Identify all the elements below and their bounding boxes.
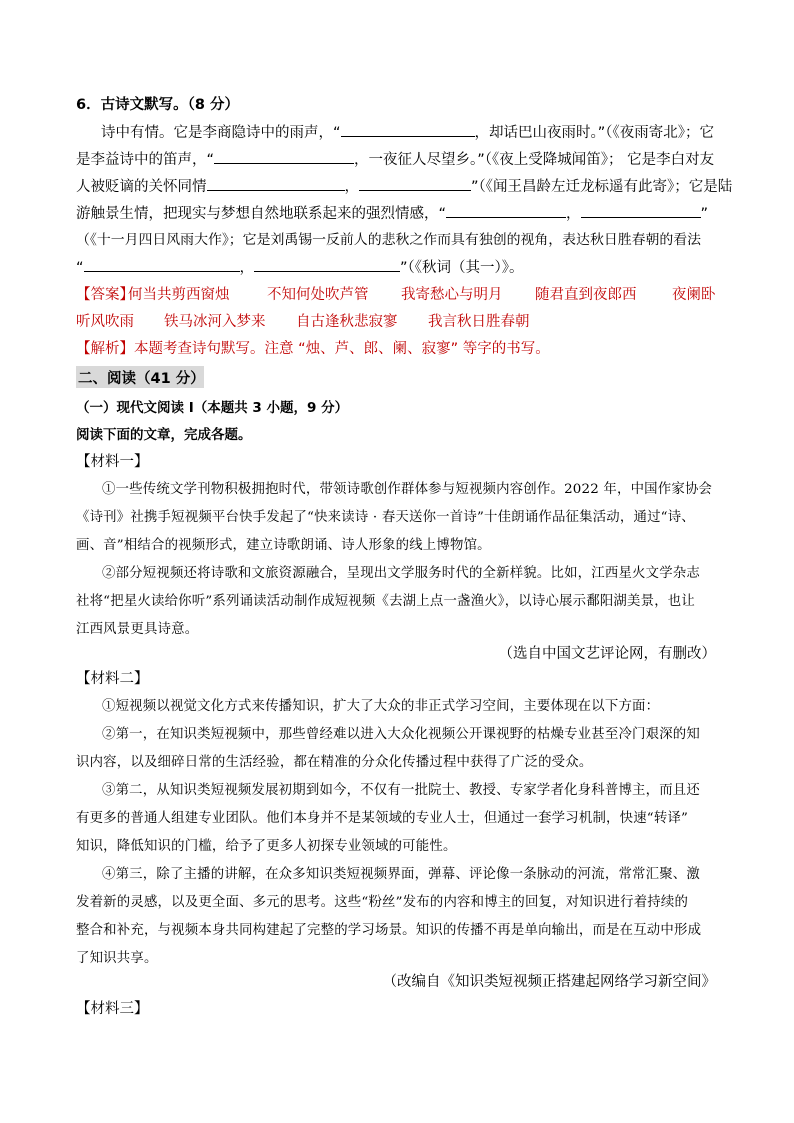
analysis-text: 本题考查诗句默写。注意 “烛、芦、郎、阑、寂寥” 等字的书写。 [134,341,550,357]
blank-4 [359,176,471,191]
answer-item: 听风吹雨 [76,314,134,330]
answer-item: 自古逢秋悲寂寥 [296,314,398,330]
q6-text: ，一夜征人尽望乡。”（《夜上受降城闻笛》； 它是李白对友 [354,152,715,168]
blank-8 [254,257,400,272]
answer-item: 铁马冰河入梦来 [164,314,266,330]
q6-text: ” [700,206,709,222]
material-1-label: 【材料一】 [76,454,149,470]
material-1-line: ①一些传统文学刊物积极拥抱时代，带领诗歌创作群体参与短视频内容创作。2022 年，中国作家协会 [102,482,713,497]
reading-instruction: 阅读下面的文章，完成各题。 [76,427,252,443]
blank-1 [341,122,475,137]
blank-3 [207,176,345,191]
q6-text: ， [566,206,581,222]
answer-row-1 [76,285,716,305]
material-1-line: ②部分短视频还将诗歌和文旅资源融合，呈现出文学服务时代的全新样貌。比如，江西星火文学杂志 [102,566,700,581]
question-6-title: 6．古诗文默写。（8 分） [76,97,239,113]
q6-text: ”（《闻王昌龄左迁龙标遥有此寄》；它是陆 [471,179,733,195]
answer-item: 随君直到夜郎西 [535,287,637,303]
analysis-label: 【解析】 [76,341,134,357]
answer-item: 何当共剪西窗烛 [128,287,230,303]
material-1-line: 社将“把星火读给你听”系列诵读活动制作成短视频《去湖上点一盏渔火》，以诗心展示鄱阳湖美景，也让 [76,594,695,609]
q6-text: 人被贬谪的关怀同情 [76,179,207,195]
q6-line-5: （《十一月四日风雨大作》；它是刘禹锡一反前人的悲秋之作而具有独创的视角，表达秋日胜春朝的看法 [76,232,702,248]
q6-line-3 [76,176,732,197]
blank-6 [581,203,701,218]
material-2-line: 知识，降低知识的门槛，给予了更多人初探专业领域的可能性。 [76,839,457,854]
material-2-line: 整合和补充，与视频本身共同构建起了完整的学习场景。知识的传播不再是单向输出，而是在互动中形成 [76,923,702,938]
blank-7 [84,257,240,272]
answer-row-2 [76,312,716,332]
q6-line-1 [101,122,714,143]
q6-line-4 [76,203,708,224]
answer-label: 【答案】 [76,287,134,303]
material-2-line: ③第二，从知识类短视频发展初期到如今，不仅有一批院士、教授、专家学者化身科普博主，而且还 [102,783,700,798]
q6-text: 游触景生情，把现实与梦想自然地联系起来的强烈情感，“ [76,206,447,222]
material-2-source: （改编自《知识类短视频正搭建起网络学习新空间》 [382,974,716,990]
section-heading-bar [76,366,204,388]
q6-text: ， [344,179,359,195]
q6-text: 是李益诗中的笛声，“ [76,152,215,168]
material-1-line: 《诗刊》社携手短视频平台快手发起了“快来读诗 · 春天送你一首诗”十佳朗诵作品征集活动，通过“诗、 [76,510,695,525]
material-3-label: 【材料三】 [76,1001,149,1017]
q6-text: 诗中有情。它是李商隐诗中的雨声，“ [101,125,341,141]
material-2-line: 了知识共享。 [76,951,158,966]
subsection-title: （一）现代文阅读 I（本题共 3 小题，9 分） [76,400,349,416]
q6-text: ”（《秋词（其一）》。 [400,260,524,276]
material-2-line: ④第三，除了主播的讲解，在众多知识类短视频界面，弹幕、评论像一条脉动的河流，常常汇聚、激 [102,867,700,882]
answer-item: 我寄愁心与明月 [401,287,503,303]
answer-item: 不知何处吹芦管 [267,287,369,303]
q6-line-6 [76,257,524,278]
answer-item: 我言秋日胜春朝 [428,314,530,330]
material-2-line: ②第一，在知识类短视频中，那些曾经难以进入大众化视频公开课视野的枯燥专业甚至冷门艰深的知 [102,727,700,742]
material-2-line: ①短视频以视觉文化方式来传播知识，扩大了大众的非正式学习空间，主要体现在以下方面： [102,699,660,714]
q6-text: ，却话巴山夜雨时。”（《夜雨寄北》；它 [474,125,715,141]
material-2-label: 【材料二】 [76,671,149,687]
q6-text: “ [76,260,84,276]
material-1-line: 画、音”相结合的视频形式，建立诗歌朗诵、诗人形象的线上博物馆。 [76,538,491,553]
analysis [76,339,550,359]
section-heading: 二、阅读（41 分） [78,371,205,387]
material-1-source: （选自中国文艺评论网，有删改） [498,646,716,662]
material-2-line: 识内容，以及细碎日常的生活经验，都在精准的分众化传播过程中获得了广泛的受众。 [76,755,593,770]
q6-line-2 [76,149,714,170]
blank-2 [214,149,354,164]
material-2-line: 发着新的灵感，以及更全面、多元的思考。这些“粉丝”发布的内容和博主的回复，对知识进行着持续的 [76,895,689,910]
answer-item: 夜阑卧 [672,287,716,303]
q6-text: ， [239,260,255,276]
material-1-line: 江西风景更具诗意。 [76,622,199,637]
blank-5 [446,203,566,218]
material-2-line: 有更多的普通人组建专业团队。他们本身并不是某领域的专业人士，但通过一套学习机制，快速“转译” [76,811,689,826]
